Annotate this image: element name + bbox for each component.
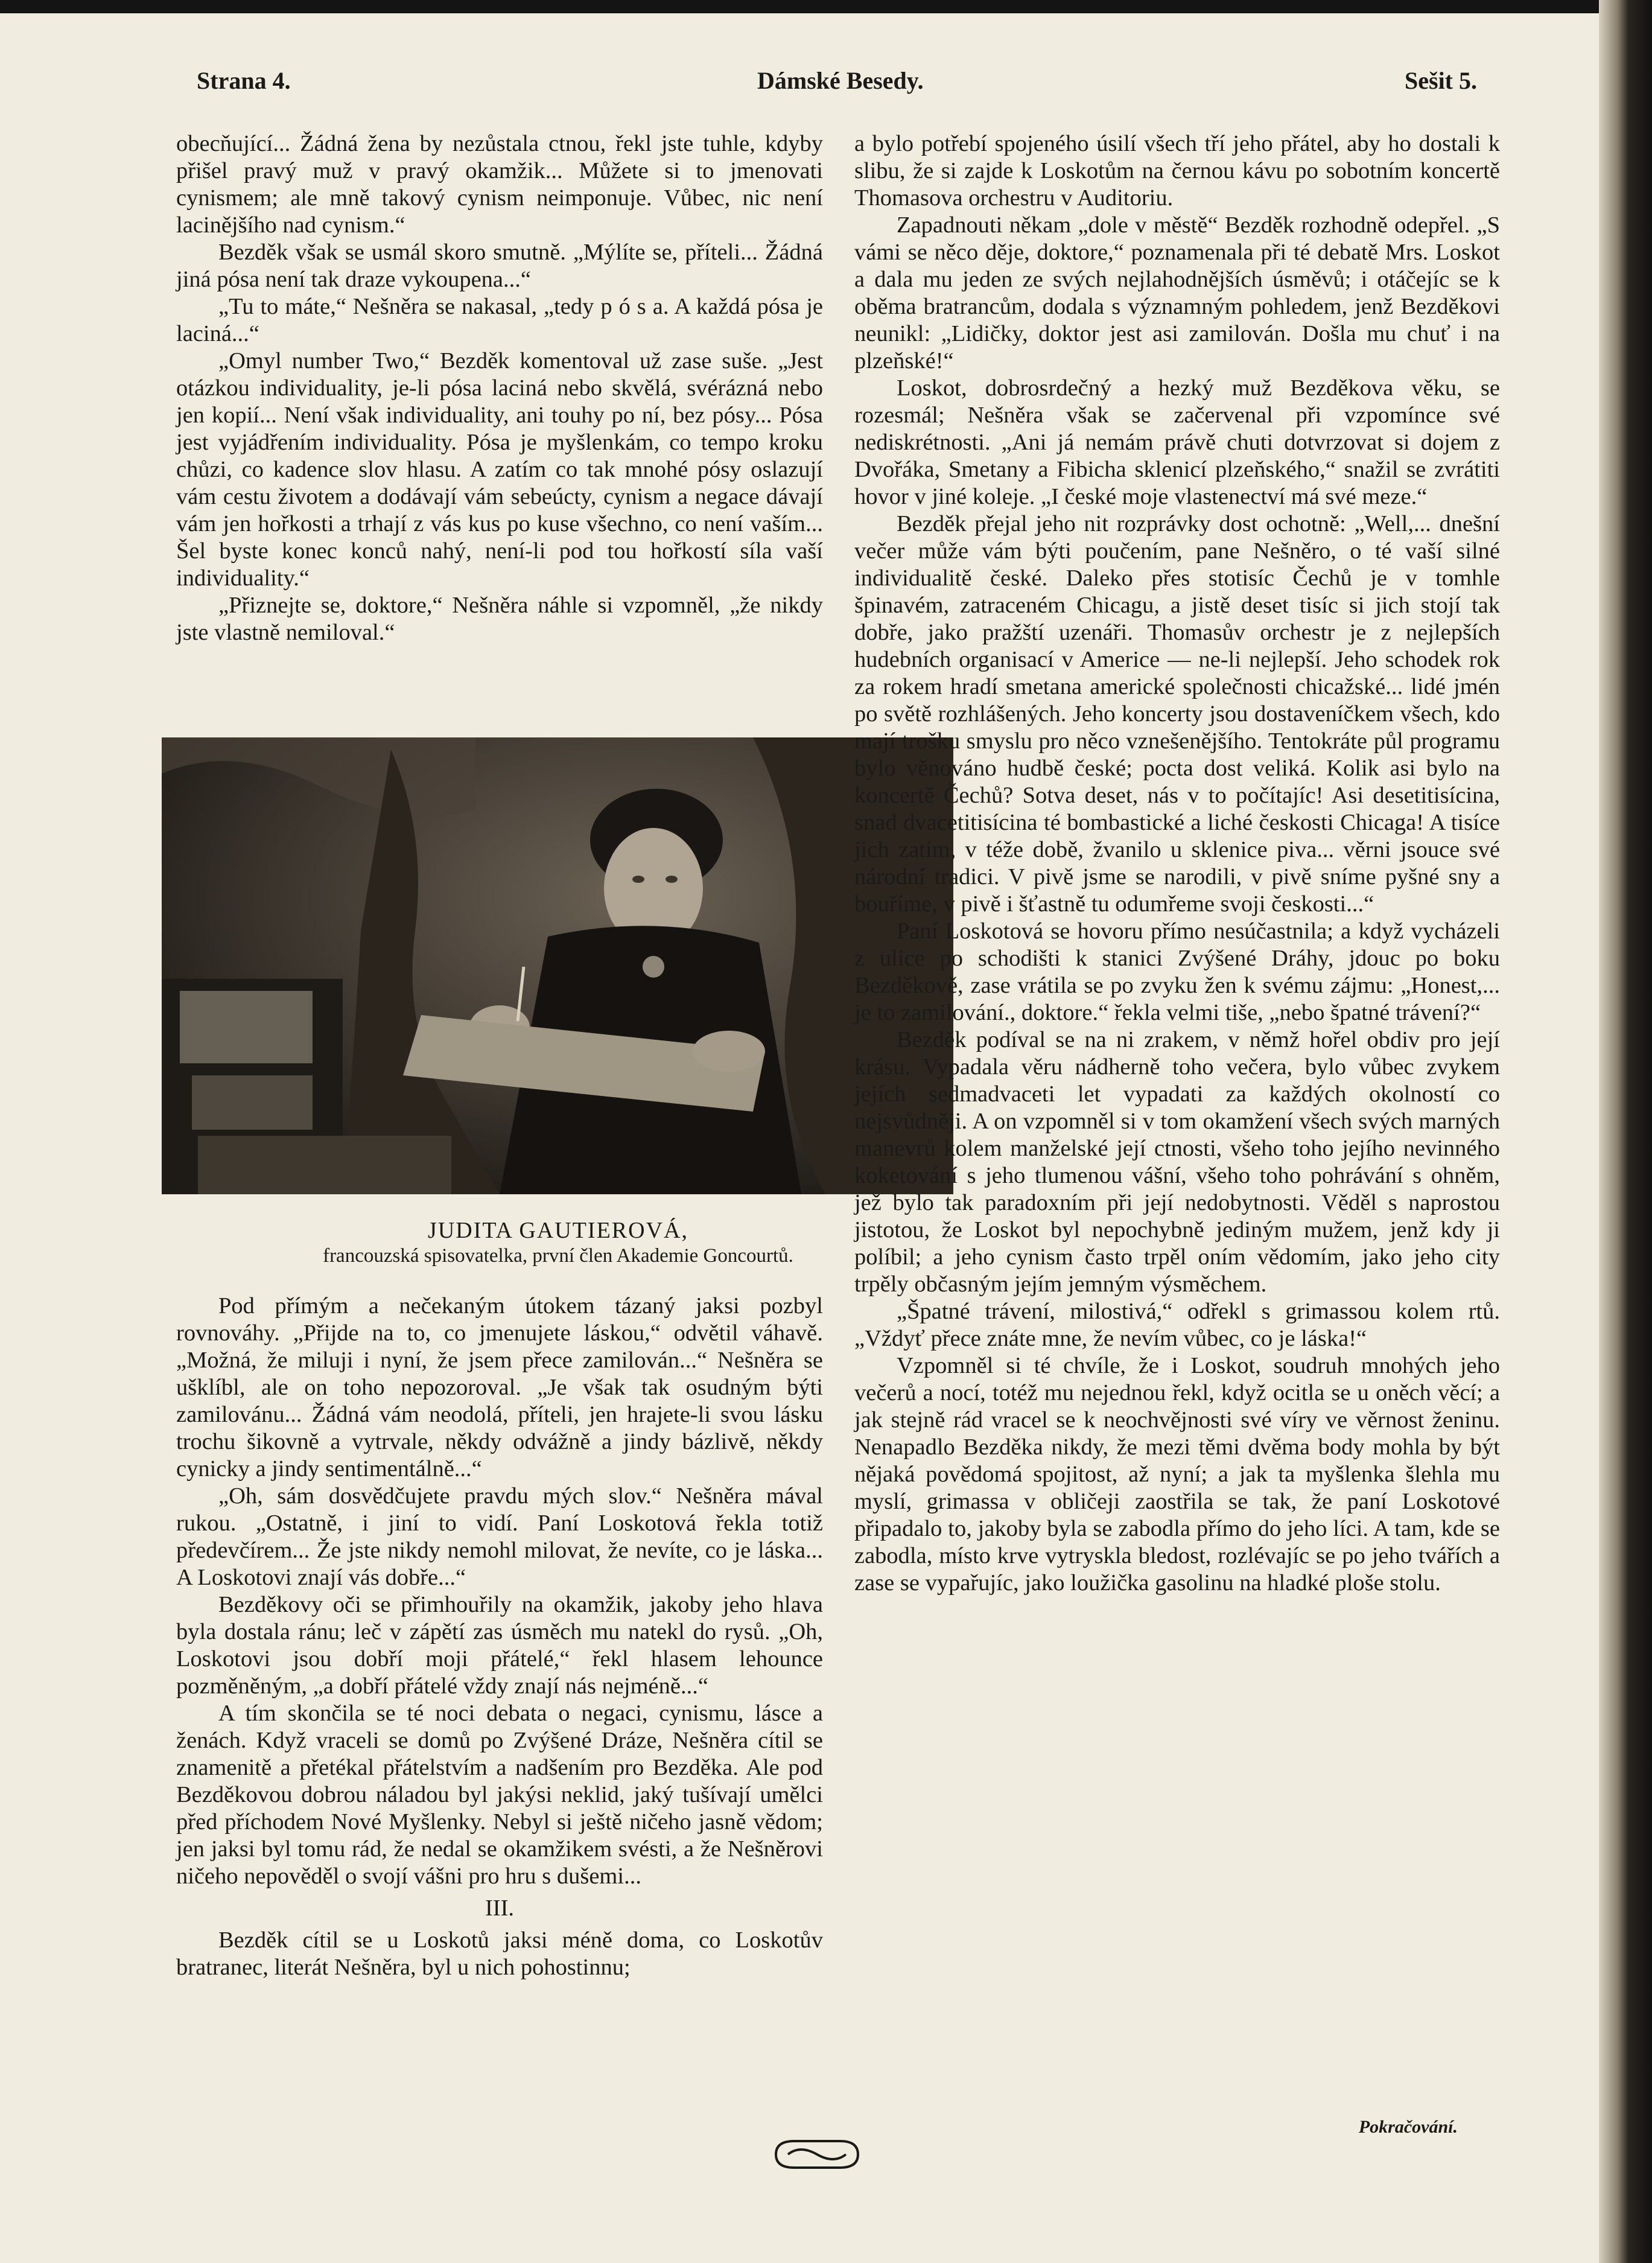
paragraph: obecňující... Žádná žena by nezůstala ctnou, řekl jste tuhle, kdyby přišel pravý muž v pravý okamžik... Můžete si to jmenovati cynismem; ale mně takový cynism neimponuje. Vůbec, nic není lacinějšího nad cynism.“ [176, 131, 823, 238]
continuation-note: Pokračování. [1358, 2117, 1458, 2137]
paragraph: a bylo potřebí spojeného úsilí všech tří jeho přátel, aby ho dostali k slibu, že si zajde k Loskotům na černou kávu po sobotním koncertě Thomasova orchestru v Auditoriu. [854, 131, 1500, 211]
paragraph: Loskot, dobrosrdečný a hezký muž Bezděkova věku, se rozesmál; Nešněra však se začervenal při vzpomínce své nediskrétnosti. „Ani já nemám právě chuti dotvrzovat si dojem z Dvořáka, Smetany a Fibicha sklenicí plzeňského,“ snažil se zvrátiti hovor v jiné koleje. „I české moje vlastenectví má své meze.“ [854, 375, 1500, 509]
paragraph: A tím skončila se té noci debata o negaci, cynismu, lásce a ženách. Když vraceli se domů po Zvýšené Dráze, Nešněra cítil se znamenitě a přetékal přátelstvím a nadšením pro Bezděka. Ale pod Bezděkovou dobrou náladou byl jakýsi neklid, jaký tušívají umělci před příchodem Nové Myšlenky. Nebyl si ještě ničeho jasně vědom; jen jaksi byl tomu rád, že nedal se okamžikem svésti, a že Nešněrovi ničeho nepověděl o svojí vášni pro hru s dušemi... [176, 1701, 823, 1889]
ornament-icon [770, 2136, 864, 2172]
right-column [854, 130, 1500, 1597]
caption-description: francouzská spisovatelka, první člen Akademie Goncourtů. [323, 1245, 793, 1267]
portrait-illustration [162, 737, 953, 1194]
scan-right-edge [1599, 0, 1652, 2263]
portrait-photo [162, 737, 953, 1194]
paragraph: „Špatné trávení, milostivá,“ odřekl s grimassou kolem rtů. „Vždyť přece znáte mne, že nevím vůbec, co je láska!“ [854, 1299, 1500, 1351]
paragraph: Vzpomněl si té chvíle, že i Loskot, soudruh mnohých jeho večerů a nocí, totéž mu nejednou řekl, když ocitla se u oněch věcí; a jak stejně rád vracel se k neochvějnosti své víry ve věrnost ženinu. Nenapadlo Bezděka nikdy, že mezi těmi dvěma body mohla by být nějaká povědomá spojitost, až nyní; a jak ta myšlenka šlehla mu myslí, grimassa v obličeji zaostřila se tak, že paní Loskotové připadalo to, jakoby byla se zabodla přímo do jeho líci. A tam, kde se zabodla, místo krve vytryskla bledost, rozlévajíc se po jeho tvářích a zase se vypařujíc, jako loužička gasolinu na hladké ploše stolu. [854, 1353, 1500, 1596]
paragraph: Bezděkovy oči se přimhouřily na okamžik, jakoby jeho hlava byla dostala ránu; leč v zápětí zas úsměch mu natekl do rysů. „Oh, Loskotovi jsou dobří moji přátelé,“ řekl hlasem lehounce pozměněným, „a dobří přátelé vždy znají nás nejméně...“ [176, 1592, 823, 1699]
left-column-top [176, 130, 823, 646]
left-column-bottom [176, 1293, 823, 1981]
caption-name: JUDITA GAUTIEROVÁ, [428, 1218, 688, 1243]
paragraph: Bezděk však se usmál skoro smutně. „Mýlíte se, příteli... Žádná jiná pósa není tak draze vykoupena...“ [176, 240, 823, 292]
issue-number: Sešit 5. [1405, 67, 1477, 94]
chapter-heading: III. [484, 1895, 515, 1921]
magazine-title: Dámské Besedy. [757, 67, 924, 94]
paragraph: „Přiznejte se, doktore,“ Nešněra náhle si vzpomněl, „že nikdy jste vlastně nemiloval.“ [176, 593, 823, 645]
paragraph: Bezděk přejal jeho nit rozprávky dost ochotně: „Well,... dnešní večer může vám býti poučením, pane Nešněro, o té vaší silné individualitě české. Daleko přes stotisíc Čechů je v tomhle špinavém, zatraceném Chicagu, a jistě deset tisíc si jich stojí tak dobře, jako pražští uzenáři. Thomasův orchestr je z nejlepších hudebních organisací v Americe — ne-li nejlepší. Jeho schodek rok za rokem hradí smetana americké společnosti chicažské... lidé jmén po světě rozhlášených. Jeho koncerty jsou dostaveníčkem všech, kdo mají trošku smyslu pro něco vznešenějšího. Tentokráte půl programu bylo věnováno hudbě české; pocta dost veliká. Kolik asi bylo na koncertě Čechů? Sotva deset, nás v to počítajíc! Asi desetitisícina, snad dvacetitisícina té bombastické a liché českosti Chicaga! A tisíce jich zatím, v téže době, žvanilo u sklenice piva... věrni jsouce své národní tradici. V pivě jsme se narodili, v pivě sníme pyšné sny a bouříme, v pivě i šťastně tu odumřeme svoji českosti...“ [854, 511, 1500, 917]
paragraph: „Oh, sám dosvědčujete pravdu mých slov.“ Nešněra mával rukou. „Ostatně, i jiní to vidí. Paní Loskotová řekla totiž předevčírem... Že jste nikdy nemohl milovat, že nevíte, co je láska... A Loskotovi znají vás dobře...“ [176, 1483, 823, 1590]
page-number: Strana 4. [197, 67, 291, 94]
paragraph: Paní Loskotová se hovoru přímo nesúčastnila; a když vycházeli z ulice po schodišti k stanici Zvýšené Dráhy, jdouc po boku Bezděkově, zase vrátila se po zvyku žen k svému zájmu: „Honest,... je to zamilování., doktore.“ řekla velmi tiše, „nebo špatné trávení?“ [854, 918, 1500, 1025]
scan-top-edge [0, 0, 1652, 13]
paragraph: „Tu to máte,“ Nešněra se nakasal, „tedy p ó s a. A každá pósa je laciná...“ [176, 294, 823, 346]
paragraph: Bezděk podíval se na ni zrakem, v němž hořel obdiv pro její krásu. Vypadala věru nádherně toho večera, bylo vůbec zvykem jejích sedmadvaceti let vypadati za každých okolností co nejsvůdněji. A on vzpomněl si v tom okamžení všech svých marných manevrů kolem manželské její ctnosti, všeho toho jejího nevinného koketování s jeho tlumenou vášní, všeho toho pohrávání s ohněm, jež bylo tak paradoxním při její nedobytnosti. Věděl s naprostou jistotou, že Loskot byl nepochybně jediným mužem, jenž kdy ji políbil; a jeho cynism často trpěl oním vědomím, jako jeho city trpěly občasným jejím jemným výsměchem. [854, 1027, 1500, 1297]
paragraph: „Omyl number Two,“ Bezděk komentoval už zase suše. „Jest otázkou individuality, je-li pósa laciná nebo skvělá, svérázná nebo jen kopií... Není však individuality, ani touhy po ní, bez pósy... Pósa jest vyjádřením individuality. Pósa je myšlenkám, co tempo kroku chůzi, co kadence slov hlasu. A zatím co tak mnohé pósy oslazují vám cestu životem a dodávají vám sebeúcty, cynism a negace dávají vám jen hořkosti a trhají z vás kus po kuse všechno, co není vaším... Šel byste konec konců nahý, není-li pod tou hořkostí síla vaší individuality.“ [176, 348, 823, 591]
paragraph: Zapadnouti někam „dole v městě“ Bezděk rozhodně odepřel. „S vámi se něco děje, doktore,“ poznamenala při té debatě Mrs. Loskot a dala mu jeden ze svých nejlahodnějších úsměvů; i otáčejíc se k oběma bratrancům, dodala s významným pohledem, jenž Bezděkovi neunikl: „Lidičky, doktor jest asi zamilován. Došla mu chuť i na plzeňské!“ [854, 212, 1500, 374]
paragraph: Pod přímým a nečekaným útokem tázaný jaksi pozbyl rovnováhy. „Přijde na to, co jmenujete láskou,“ odvětil váhavě. „Možná, že miluji i nyní, že jsem přece zamilován...“ Nešněra se ušklíbl, ale on toho nepozoroval. „Je však tak osudným býti zamilovánu... Žádná vám neodolá, příteli, jen hrajete-li svou lásku trochu šikovně a vytrvale, někdy odvážně a jindy bázlivě, někdy cynicky a jindy sentimentálně...“ [176, 1293, 823, 1482]
paragraph: Bezděk cítil se u Loskotů jaksi méně doma, co Loskotův bratranec, literát Nešněra, byl u nich pohostinnu; [176, 1927, 823, 1980]
